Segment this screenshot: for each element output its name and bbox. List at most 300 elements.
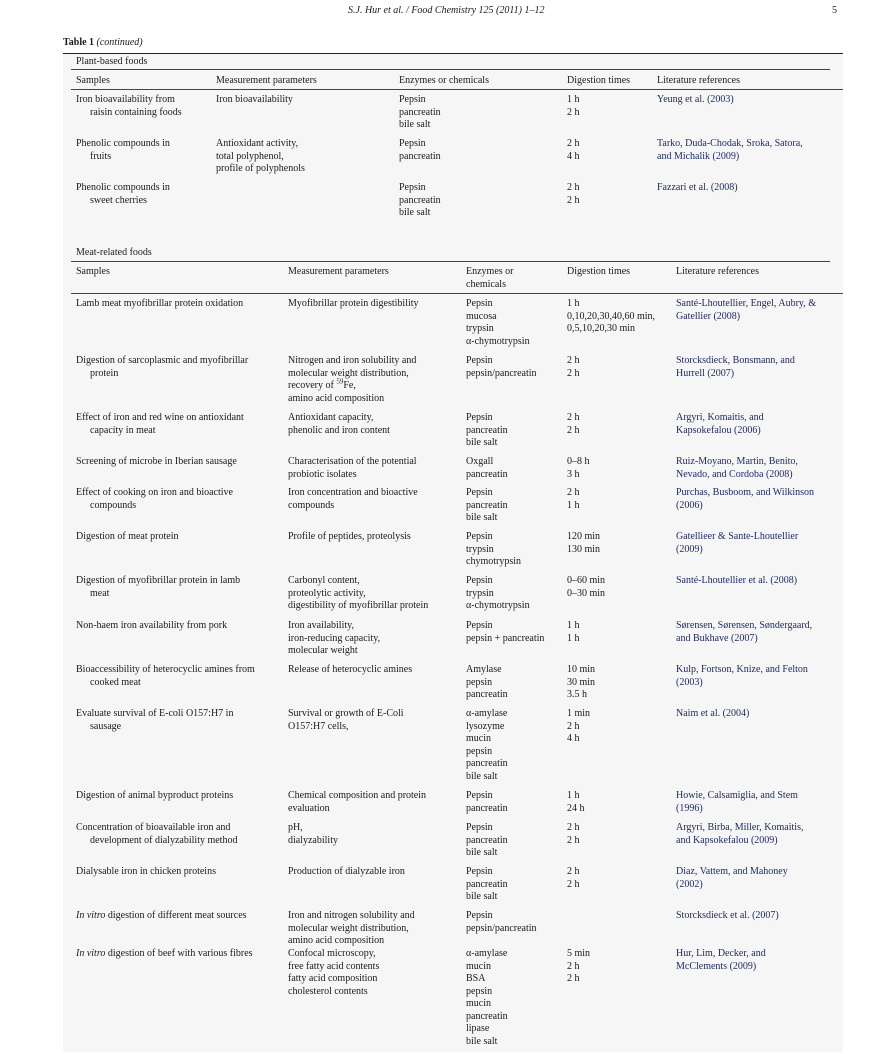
meat-measurement-line: Nitrogen and iron solubility and — [288, 355, 417, 366]
meat-enzymes-line: pepsin — [466, 745, 493, 757]
meat-enzymes-line: mucin — [466, 733, 491, 744]
meat-measurement-line: Release of heterocyclic amines — [288, 664, 413, 675]
plant-sample-line: Phenolic compounds in — [76, 182, 170, 193]
meat-times-line: 5 min — [567, 948, 591, 959]
meat-measurement-line: Confocal microscopy, — [288, 948, 376, 959]
meat-references-line: and Kapsokefalou (2009) — [676, 834, 778, 846]
meat-measurement-line: probiotic isolates — [288, 468, 357, 480]
plant-measurement — [216, 138, 396, 176]
meat-references-line: Purchas, Busboom, and Wilkinson — [676, 487, 815, 498]
meat-measurement-line: fatty acid composition — [288, 973, 378, 984]
meat-times-line: 1 h — [567, 499, 580, 511]
meat-sample-line: Screening of microbe in Iberian sausage — [76, 456, 237, 467]
meat-times-line: 0,10,20,30,40,60 min, — [567, 310, 656, 322]
meat-sample — [76, 620, 284, 633]
meat-times-line: 3 h — [567, 468, 580, 480]
meat-sample — [76, 910, 284, 923]
meat-enzymes-line: pancreatin — [466, 468, 508, 480]
meat-sample-line: Effect of iron and red wine on antioxidant — [76, 412, 244, 423]
meat-enzymes-line: α-amylase — [466, 948, 508, 959]
meat-header-bottom-rule — [71, 293, 843, 294]
meat-sample-line: In vitro digestion of beef with various fibres — [76, 948, 253, 959]
meat-times-line: 1 h — [567, 790, 580, 801]
meat-section-title: Meat-related foods — [76, 247, 152, 258]
meat-times-line: 1 h — [567, 620, 580, 631]
meat-enzymes-line: pancreatin — [466, 758, 508, 769]
meat-enzymes-line: pepsin/pancreatin — [466, 367, 537, 379]
plant-sample — [76, 138, 212, 163]
meat-sample-line: In vitro digestion of different meat sources — [76, 910, 247, 921]
meat-references-line: Storcksdieck et al. (2007) — [676, 910, 779, 921]
meat-references-line: Diaz, Vattem, and Mahoney — [676, 866, 788, 877]
meat-times-line: 30 min — [567, 676, 596, 688]
meat-sample — [76, 298, 284, 311]
meat-references — [676, 910, 840, 923]
meat-times — [567, 412, 673, 437]
meat-enzymes-line: α-chymotrypsin — [466, 335, 530, 347]
plant-enzymes — [399, 182, 559, 220]
meat-enzymes-line: bile salt — [466, 512, 498, 523]
meat-enzymes — [466, 531, 564, 569]
meat-times — [567, 487, 673, 512]
meat-enzymes-line: Pepsin — [466, 790, 493, 801]
meat-enzymes-line: Pepsin — [466, 822, 493, 833]
meat-header-references: Literature references — [676, 266, 759, 277]
plant-references-line: and Michalik (2009) — [657, 150, 740, 162]
meat-measurement-line: molecular weight — [288, 645, 358, 656]
meat-measurement-line: Iron availability, — [288, 620, 354, 631]
plant-references — [657, 182, 837, 195]
meat-times-line: 10 min — [567, 664, 596, 675]
plant-measurement — [216, 94, 396, 107]
meat-sample-line: Digestion of sarcoplasmic and myofibrillar — [76, 355, 249, 366]
meat-sample — [76, 866, 284, 879]
plant-references — [657, 138, 837, 163]
meat-enzymes — [466, 822, 564, 860]
meat-enzymes-line: Pepsin — [466, 866, 493, 877]
meat-measurement-line: digestibility of myofibrillar protein — [288, 600, 429, 611]
meat-times-line: 24 h — [567, 802, 585, 814]
meat-references-line: Gatellieer & Sante-Lhoutellier — [676, 531, 799, 542]
plant-sample-line: sweet cherries — [90, 194, 147, 206]
meat-references-line: McClements (2009) — [676, 960, 757, 972]
meat-measurement-line: Iron concentration and bioactive — [288, 487, 418, 498]
meat-measurement-line: proteolytic activity, — [288, 587, 366, 599]
meat-times-line: 2 h — [567, 367, 580, 379]
plant-header-samples: Samples — [76, 75, 110, 86]
meat-measurement-line: Chemical composition and protein — [288, 790, 427, 801]
meat-times — [567, 790, 673, 815]
plant-enzymes-line: bile salt — [399, 207, 431, 218]
meat-times — [567, 620, 673, 645]
meat-times-line: 2 h — [567, 720, 580, 732]
meat-references — [676, 822, 840, 847]
meat-references — [676, 487, 840, 512]
meat-references-line: Hur, Lim, Decker, and — [676, 948, 766, 959]
meat-times-line: 0–8 h — [567, 456, 590, 467]
meat-times — [567, 948, 673, 986]
meat-sample — [76, 355, 284, 380]
plant-times — [567, 182, 652, 207]
meat-times-line: 1 h — [567, 632, 580, 644]
meat-measurement — [288, 664, 460, 677]
meat-enzymes-line: trypsin — [466, 543, 494, 555]
meat-sample — [76, 790, 284, 803]
meat-enzymes-line: mucin — [466, 998, 491, 1009]
meat-enzymes-line: Pepsin — [466, 531, 493, 542]
meat-sample-line: Dialysable iron in chicken proteins — [76, 866, 216, 877]
plant-enzymes-line: pancreatin — [399, 106, 441, 118]
meat-references-line: Kulp, Fortson, Knize, and Felton — [676, 664, 808, 675]
meat-measurement-line: free fatty acid contents — [288, 960, 380, 972]
meat-enzymes-line: Pepsin — [466, 910, 493, 921]
meat-measurement-line: cholesterol contents — [288, 985, 368, 997]
meat-enzymes-line: pancreatin — [466, 878, 508, 890]
meat-references-line: Howie, Calsamiglia, and Stem — [676, 790, 798, 801]
meat-measurement-line: O157:H7 cells, — [288, 720, 349, 732]
meat-references-line: Sørensen, Sørensen, Søndergaard, — [676, 620, 813, 631]
meat-times-line: 3.5 h — [567, 689, 587, 700]
plant-header-top-rule — [71, 69, 830, 70]
plant-references-line: Tarko, Duda-Chodak, Sroka, Satora, — [657, 138, 803, 149]
meat-enzymes — [466, 948, 564, 1048]
meat-enzymes — [466, 487, 564, 525]
meat-header-enzymes-line2: chemicals — [466, 278, 506, 290]
meat-measurement-line: pH, — [288, 822, 303, 833]
meat-sample-line: meat — [90, 587, 110, 599]
meat-enzymes — [466, 664, 564, 702]
meat-enzymes-line: pancreatin — [466, 834, 508, 846]
plant-measurement-line: Iron bioavailability — [216, 94, 293, 105]
meat-sample-line: Digestion of myofibrillar protein in lamb — [76, 575, 241, 586]
meat-enzymes — [466, 708, 564, 783]
meat-references-line: Kapsokefalou (2006) — [676, 424, 761, 436]
plant-section-title: Plant-based foods — [76, 56, 148, 67]
meat-enzymes-line: Pepsin — [466, 298, 493, 309]
meat-sample-italic: In vitro — [76, 948, 106, 959]
plant-enzymes-line: Pepsin — [399, 182, 426, 193]
meat-enzymes-line: lysozyme — [466, 720, 505, 732]
meat-references — [676, 298, 840, 323]
meat-times — [567, 298, 673, 336]
meat-times-line: 130 min — [567, 543, 601, 555]
plant-header-times: Digestion times — [567, 75, 631, 86]
meat-measurement-line: iron-reducing capacity, — [288, 632, 381, 644]
meat-enzymes-line: α-chymotrypsin — [466, 600, 530, 611]
meat-measurement-line: Profile of peptides, proteolysis — [288, 531, 411, 542]
meat-sample — [76, 948, 284, 961]
meat-enzymes — [466, 298, 564, 348]
meat-sample-line: Digestion of animal byproduct proteins — [76, 790, 234, 801]
meat-header-top-rule — [71, 261, 830, 262]
meat-measurement-line: Antioxidant capacity, — [288, 412, 374, 423]
meat-references-line: Argyri, Birba, Miller, Komaitis, — [676, 822, 804, 833]
meat-header-enzymes-line1: Enzymes or — [466, 266, 514, 277]
plant-times — [567, 94, 652, 119]
meat-times — [567, 355, 673, 380]
meat-times-line: 1 min — [567, 708, 591, 719]
plant-sample — [76, 94, 212, 119]
meat-times-line: 2 h — [567, 822, 580, 833]
meat-references — [676, 948, 840, 973]
meat-sample — [76, 487, 284, 512]
meat-enzymes-line: pepsin + pancreatin — [466, 632, 545, 644]
meat-enzymes — [466, 866, 564, 904]
meat-references-line: Santé-Lhoutellier et al. (2008) — [676, 575, 798, 586]
meat-references-line: Naim et al. (2004) — [676, 708, 750, 719]
meat-enzymes — [466, 456, 564, 481]
meat-measurement — [288, 948, 460, 998]
plant-times-line: 2 h — [567, 194, 580, 206]
plant-enzymes — [399, 138, 559, 163]
meat-enzymes-line: lipase — [466, 1023, 490, 1034]
meat-enzymes-line: pancreatin — [466, 689, 508, 700]
meat-enzymes-line: pepsin — [466, 676, 493, 688]
meat-references — [676, 412, 840, 437]
meat-references-line: (2003) — [676, 676, 703, 688]
plant-header-references: Literature references — [657, 75, 740, 86]
meat-enzymes-line: Oxgall — [466, 456, 494, 467]
meat-enzymes — [466, 910, 564, 935]
meat-enzymes-line: Amylase — [466, 664, 502, 675]
meat-measurement-line: Characterisation of the potential — [288, 456, 417, 467]
meat-times-line: 1 h — [567, 298, 580, 309]
meat-enzymes — [466, 620, 564, 645]
plant-times-line: 2 h — [567, 106, 580, 118]
meat-sample — [76, 575, 284, 600]
meat-enzymes-line: pancreatin — [466, 1010, 508, 1022]
meat-references-line: Gatellier (2008) — [676, 310, 741, 322]
meat-measurement-line: Iron and nitrogen solubility and — [288, 910, 415, 921]
meat-sample — [76, 456, 284, 469]
meat-measurement-line: Carbonyl content, — [288, 575, 360, 586]
meat-measurement — [288, 822, 460, 847]
plant-enzymes-line: pancreatin — [399, 194, 441, 206]
meat-enzymes-line: bile salt — [466, 437, 498, 448]
meat-sample-line: Digestion of meat protein — [76, 531, 179, 542]
meat-enzymes-line: α-amylase — [466, 708, 508, 719]
meat-enzymes-line: bile salt — [466, 847, 498, 858]
meat-references — [676, 866, 840, 891]
meat-enzymes — [466, 355, 564, 380]
meat-measurement — [288, 487, 460, 512]
meat-measurement — [288, 910, 460, 948]
plant-sample-line: raisin containing foods — [90, 106, 182, 118]
meat-enzymes-line: bile salt — [466, 770, 498, 782]
running-header — [0, 5, 887, 19]
meat-measurement-line: phenolic and iron content — [288, 424, 390, 436]
plant-times-line: 2 h — [567, 138, 580, 149]
meat-measurement-line: molecular weight distribution, — [288, 922, 409, 934]
meat-references — [676, 708, 840, 721]
meat-enzymes-line: BSA — [466, 973, 486, 984]
meat-sample — [76, 664, 284, 689]
meat-times-line: 0–30 min — [567, 587, 606, 599]
meat-sample-line: development of dialyzability method — [90, 834, 238, 846]
meat-times-line: 0,5,10,20,30 min — [567, 323, 636, 334]
meat-sample-line: Concentration of bioavailable iron and — [76, 822, 231, 833]
meat-measurement-line: dialyzability — [288, 834, 338, 846]
table-top-rule — [63, 53, 843, 54]
meat-enzymes-line: mucosa — [466, 310, 497, 322]
plant-references-line: Fazzari et al. (2008) — [657, 182, 738, 193]
meat-measurement-line: Myofibrillar protein digestibility — [288, 298, 419, 309]
meat-header-measurement: Measurement parameters — [288, 266, 389, 277]
meat-references-line: Hurrell (2007) — [676, 367, 735, 379]
meat-references-line: and Bukhave (2007) — [676, 632, 758, 644]
meat-sample-line: capacity in meat — [90, 424, 156, 436]
meat-times — [567, 664, 673, 702]
meat-times-line: 2 h — [567, 424, 580, 436]
meat-sample-line: Lamb meat myofibrillar protein oxidation — [76, 298, 244, 309]
meat-sample-italic: In vitro — [76, 910, 106, 921]
meat-measurement-line: evaluation — [288, 802, 330, 814]
meat-times-line: 2 h — [567, 973, 580, 984]
plant-measurement-line: Antioxidant activity, — [216, 138, 299, 149]
meat-measurement — [288, 575, 460, 613]
meat-times-line: 2 h — [567, 355, 580, 366]
meat-enzymes-line: Pepsin — [466, 487, 493, 498]
meat-times-line: 2 h — [567, 487, 580, 498]
meat-sample-line: Evaluate survival of E-coli O157:H7 in — [76, 708, 234, 719]
meat-enzymes-line: trypsin — [466, 587, 494, 599]
meat-references-line: Argyri, Komaitis, and — [676, 412, 764, 423]
meat-measurement-line: Production of dialyzable iron — [288, 866, 405, 877]
meat-measurement-line: Survival or growth of E-Coli — [288, 708, 404, 719]
table-label: Table 1 — [63, 37, 95, 48]
meat-enzymes-line: bile salt — [466, 1035, 498, 1047]
meat-enzymes — [466, 575, 564, 613]
meat-enzymes-line: Pepsin — [466, 620, 493, 631]
meat-enzymes-line: Pepsin — [466, 575, 493, 586]
meat-times — [567, 456, 673, 481]
meat-times — [567, 708, 673, 746]
meat-times-line: 4 h — [567, 733, 580, 744]
meat-times-line: 120 min — [567, 531, 601, 542]
meat-enzymes-line: trypsin — [466, 323, 494, 334]
meat-references-line: (2002) — [676, 878, 703, 890]
meat-sample — [76, 412, 284, 437]
meat-times-line: 2 h — [567, 878, 580, 890]
plant-references — [657, 94, 837, 107]
table-caption — [63, 37, 143, 50]
meat-measurement — [288, 866, 460, 879]
meat-measurement — [288, 790, 460, 815]
meat-measurement — [288, 355, 460, 405]
plant-references-line: Yeung et al. (2003) — [657, 94, 734, 105]
plant-enzymes — [399, 94, 559, 132]
meat-references — [676, 531, 840, 556]
plant-times — [567, 138, 652, 163]
meat-header-samples: Samples — [76, 266, 110, 277]
meat-measurement — [288, 531, 460, 544]
meat-times-line: 0–60 min — [567, 575, 606, 586]
meat-references-line: (2009) — [676, 543, 703, 555]
plant-sample-line: Iron bioavailability from — [76, 94, 175, 105]
meat-header-enzymes — [466, 266, 514, 291]
meat-references-line: (1996) — [676, 802, 703, 814]
plant-enzymes-line: pancreatin — [399, 150, 441, 162]
plant-measurement-line: profile of polyphenols — [216, 163, 305, 174]
meat-measurement-line: molecular weight distribution, — [288, 367, 409, 379]
plant-enzymes-line: Pepsin — [399, 94, 426, 105]
meat-enzymes-line: bile salt — [466, 891, 498, 902]
plant-enzymes-line: bile salt — [399, 119, 431, 130]
meat-measurement — [288, 620, 460, 658]
meat-enzymes-line: pepsin — [466, 985, 493, 997]
meat-enzymes-line: pancreatin — [466, 424, 508, 436]
meat-sample-line: Bioaccessibility of heterocyclic amines from — [76, 664, 255, 675]
plant-sample-line: fruits — [90, 150, 112, 162]
meat-sample — [76, 531, 284, 544]
plant-header-bottom-rule — [71, 89, 843, 90]
plant-measurement-line: total polyphenol, — [216, 150, 284, 162]
meat-sample — [76, 822, 284, 847]
meat-times — [567, 866, 673, 891]
meat-enzymes — [466, 412, 564, 450]
meat-enzymes-line: pancreatin — [466, 802, 508, 814]
meat-enzymes-line: mucin — [466, 960, 491, 972]
meat-references — [676, 575, 840, 588]
meat-references — [676, 790, 840, 815]
meat-enzymes-line: chymotrypsin — [466, 556, 521, 567]
meat-enzymes-line: Pepsin — [466, 355, 493, 366]
meat-times-line: 2 h — [567, 412, 580, 423]
meat-references — [676, 456, 840, 481]
meat-references-line: Storcksdieck, Bonsmann, and — [676, 355, 795, 366]
plant-times-line: 4 h — [567, 150, 580, 162]
meat-sample-line: protein — [90, 367, 119, 379]
isotope-superscript: 59 — [336, 377, 344, 386]
plant-sample-line: Phenolic compounds in — [76, 138, 170, 149]
meat-times — [567, 575, 673, 600]
meat-times — [567, 822, 673, 847]
table-continued: (continued) — [96, 37, 143, 48]
meat-measurement-line: amino acid composition — [288, 935, 385, 946]
meat-measurement — [288, 412, 460, 437]
meat-enzymes-line: pancreatin — [466, 499, 508, 511]
meat-sample-line: Effect of cooking on iron and bioactive — [76, 487, 233, 498]
plant-times-line: 2 h — [567, 182, 580, 193]
meat-sample-line: cooked meat — [90, 676, 141, 688]
meat-references-line: Nevado, and Cordoba (2008) — [676, 468, 793, 480]
meat-sample-line: compounds — [90, 499, 137, 511]
plant-times-line: 1 h — [567, 94, 580, 105]
meat-measurement-line: amino acid composition — [288, 392, 385, 404]
meat-sample — [76, 708, 284, 733]
meat-enzymes-line: Pepsin — [466, 412, 493, 423]
plant-enzymes-line: Pepsin — [399, 138, 426, 149]
meat-sample-line: sausage — [90, 720, 122, 732]
meat-enzymes — [466, 790, 564, 815]
meat-references-line: Santé-Lhoutellier, Engel, Aubry, & — [676, 298, 817, 309]
meat-references — [676, 664, 840, 689]
meat-measurement-line: compounds — [288, 499, 335, 511]
journal-citation: S.J. Hur et al. / Food Chemistry 125 (2011) 1–12 — [348, 5, 545, 16]
page-number: 5 — [832, 5, 837, 16]
meat-references-line: Ruiz-Moyano, Martin, Benito, — [676, 456, 798, 467]
meat-references-line: (2006) — [676, 499, 703, 511]
meat-times-line: 2 h — [567, 866, 580, 877]
meat-references — [676, 355, 840, 380]
meat-measurement-line: recovery of $^{59}$Fe, — [288, 377, 356, 391]
meat-references — [676, 620, 840, 645]
plant-sample — [76, 182, 212, 207]
meat-times — [567, 531, 673, 556]
meat-sample-line: Non-haem iron availability from pork — [76, 620, 228, 631]
meat-times-line: 2 h — [567, 960, 580, 972]
plant-header-enzymes: Enzymes or chemicals — [399, 75, 489, 86]
